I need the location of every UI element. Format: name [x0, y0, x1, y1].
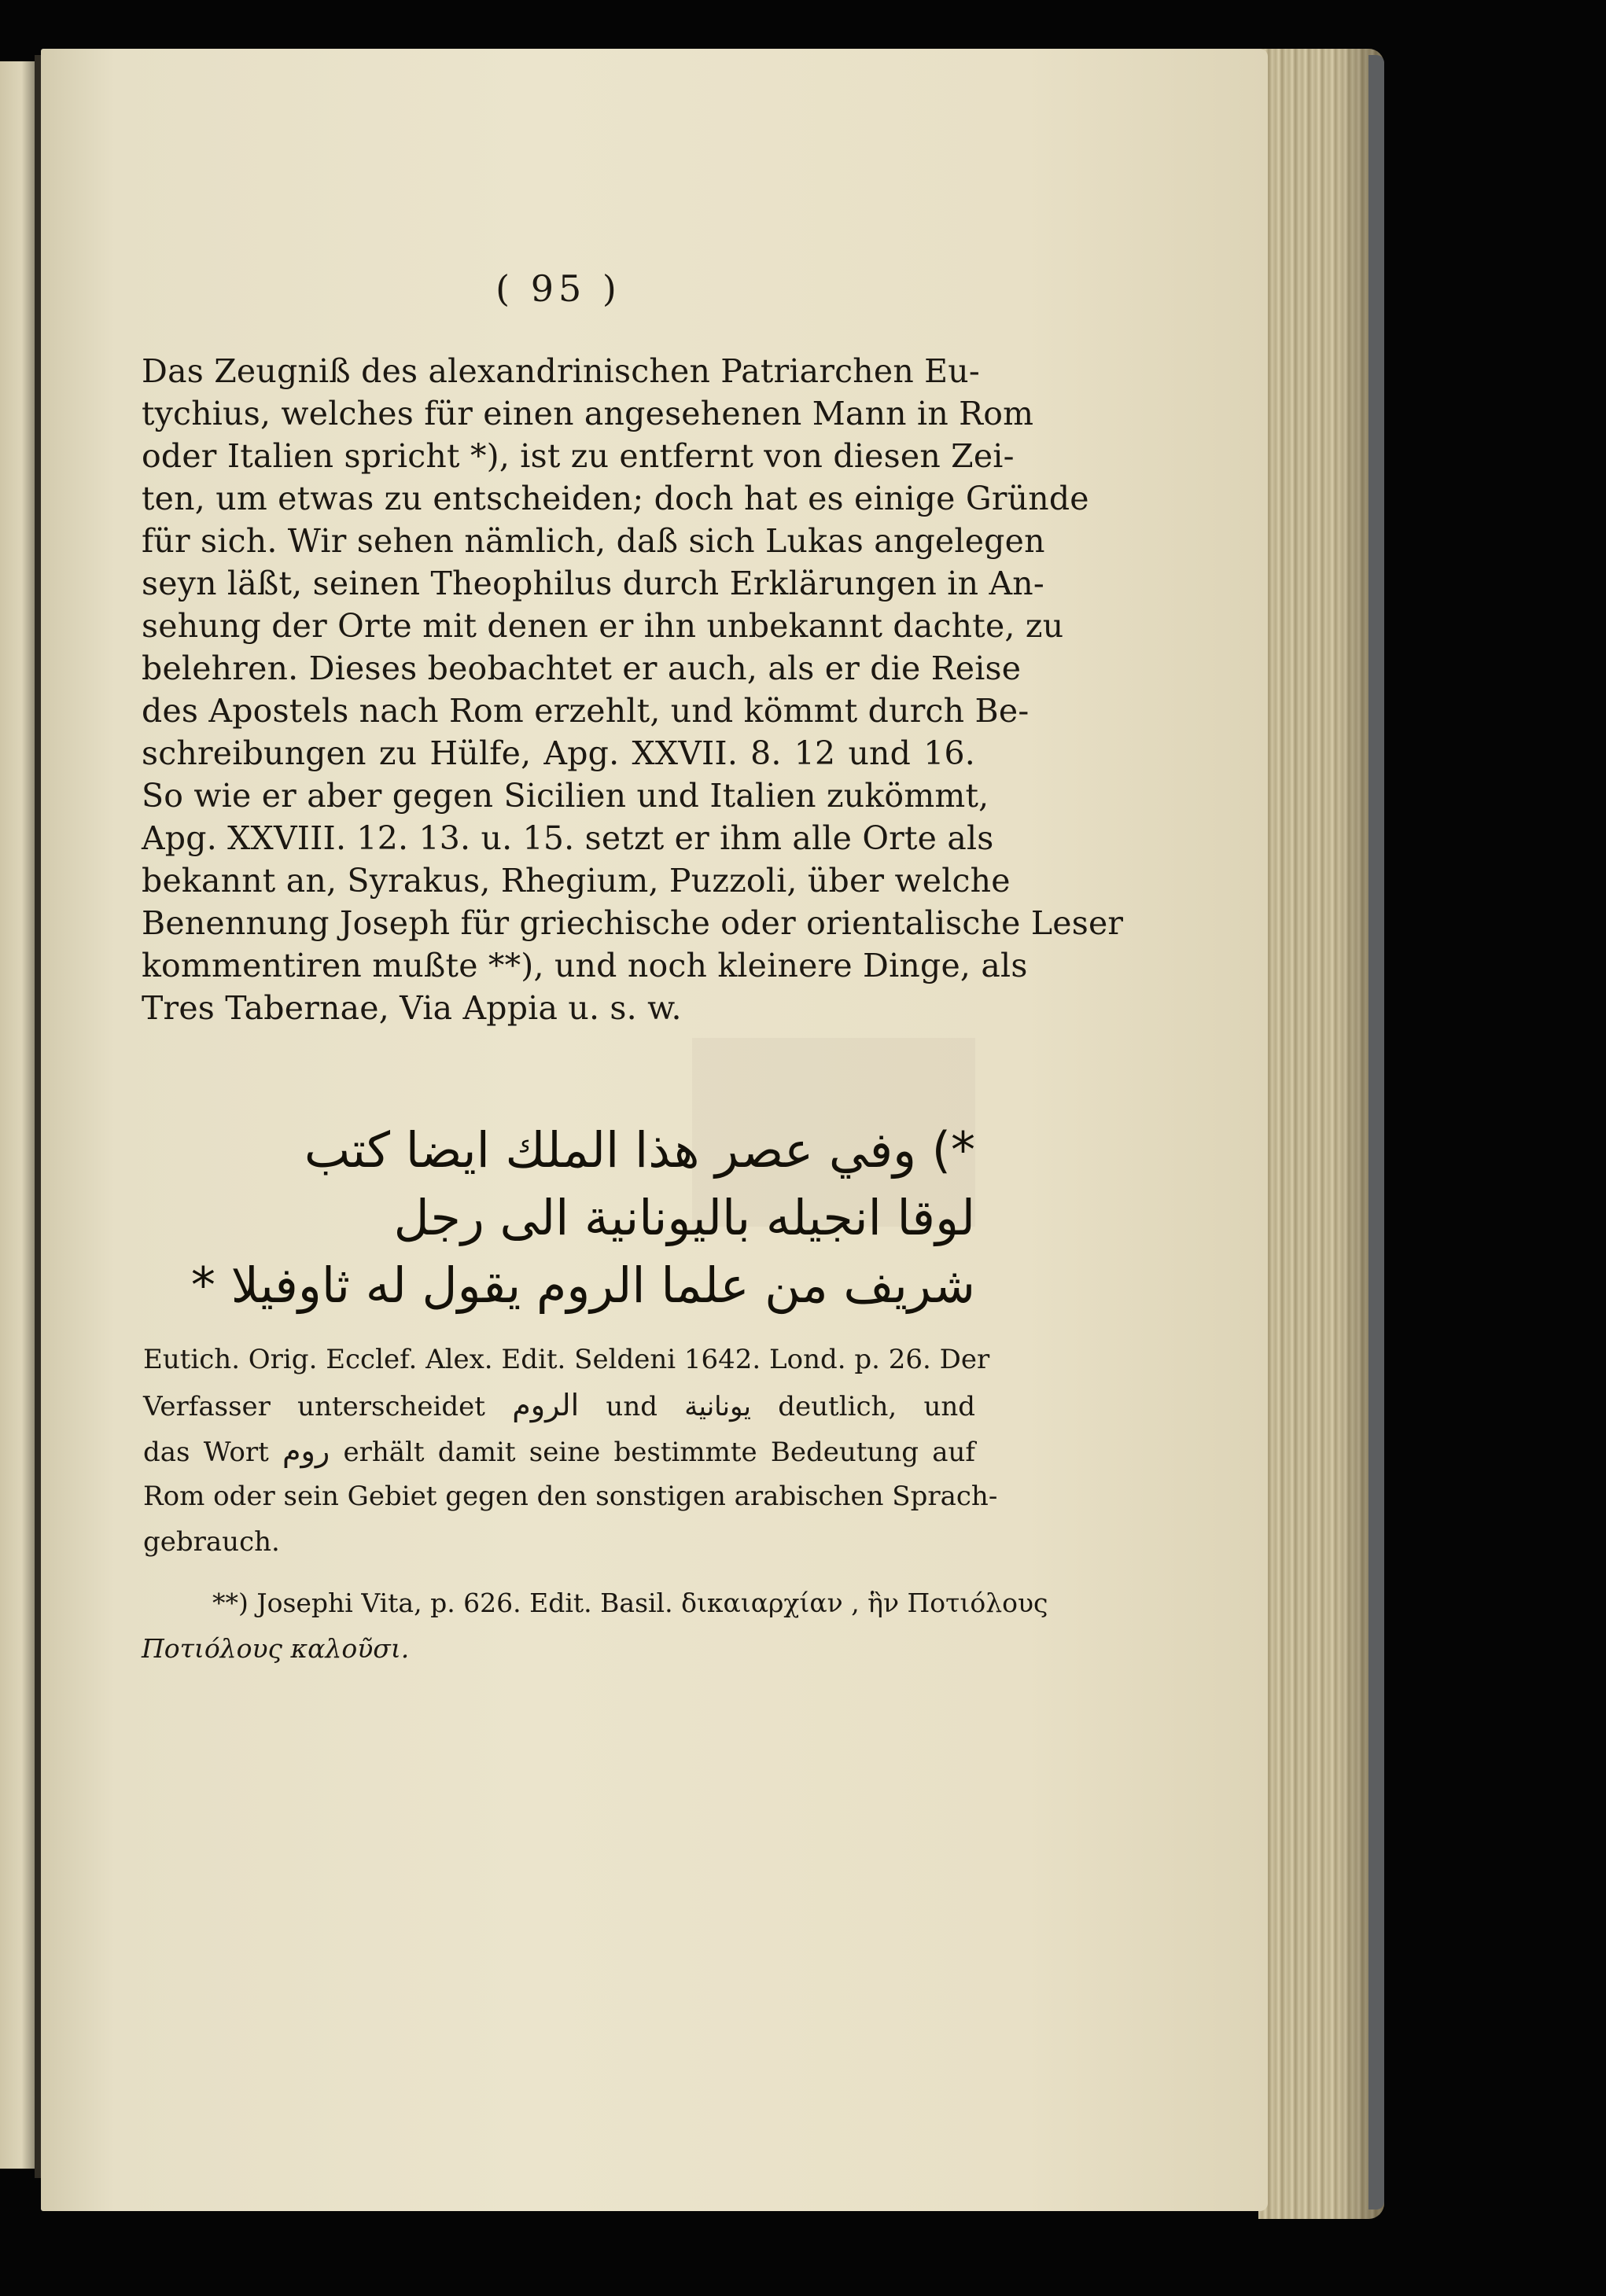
- body-line: Tres Tabernae, Via Appia u. s. w.: [142, 989, 682, 1027]
- footnote-text: und يونانية deutlich, und: [606, 1391, 976, 1422]
- footnote-line: Ποτιόλους καλοῦσι.: [142, 1633, 410, 1664]
- footnote-text: Rom oder sein Gebiet gegen den sonstigen arabischen Sprach-: [143, 1481, 998, 1512]
- arabic-line: *) وفي عصر هذا الملك ايضا كتب: [304, 1121, 975, 1179]
- arabic-footnote-quote: [157, 1117, 975, 1319]
- body-line: tychius, welches für einen angesehenen Mann in Rom: [142, 395, 1034, 432]
- footnote-one: [143, 1337, 998, 1565]
- arabic-line: لوقا انجيله باليونانية الى رجل: [393, 1189, 975, 1246]
- body-line: Benennung Joseph für griechische oder orientalische Leser: [142, 904, 1124, 942]
- body-line: sehung der Orte mit denen er ihn unbekannt dachte, zu: [142, 607, 1064, 645]
- body-line: ten, um etwas zu entscheiden; doch hat es einige Gründe: [142, 480, 1089, 517]
- body-line: So wie er aber gegen Sicilien und Italien zukömmt,: [142, 777, 989, 815]
- footnote-line: [143, 1337, 990, 1382]
- footnote-two: [142, 1580, 1048, 1672]
- footnote-text: erhält damit seine bestimmte Bedeutung auf: [343, 1437, 975, 1468]
- footnote-text: das Wort: [143, 1437, 269, 1468]
- footnote-line: [143, 1428, 975, 1474]
- body-line: des Apostels nach Rom erzehlt, und kömmt durch Be-: [142, 692, 1030, 730]
- footnote-line: [143, 1519, 975, 1565]
- body-line: belehren. Dieses beobachtet er auch, als er die Reise: [142, 649, 1022, 687]
- arabic-word: روم: [282, 1433, 330, 1468]
- body-line: für sich. Wir sehen nämlich, daß sich Lukas angelegen: [142, 522, 1045, 560]
- body-line: schreibungen zu Hülfe, Apg. XXVII. 8. 12 und 16.: [142, 734, 975, 772]
- body-line: Das Zeugniß des alexandrinischen Patriarchen Eu-: [142, 352, 980, 390]
- footnote-text: Verfasser unterscheidet: [143, 1391, 485, 1422]
- previous-page-edge: [0, 61, 39, 2169]
- body-line: bekannt an, Syrakus, Rhegium, Puzzoli, über welche: [142, 862, 1011, 900]
- body-line: kommentiren mußte **), und noch kleinere Dinge, als: [142, 947, 1028, 984]
- body-line: seyn läßt, seinen Theophilus durch Erklärungen in An-: [142, 565, 1044, 602]
- footnote-line: **) Josephi Vita, p. 626. Edit. Basil. δικαιαρχίαν , ἣν Ποτιόλους: [212, 1588, 1048, 1618]
- page-number: ( 95 ): [495, 267, 621, 310]
- arabic-word: الروم: [512, 1388, 580, 1422]
- arabic-line: شريف من علما الروم يقول له ثاوفيلا *: [190, 1257, 975, 1314]
- cover-board: [1368, 55, 1384, 2210]
- footnote-line: [143, 1382, 975, 1428]
- body-line: oder Italien spricht *), ist zu entfernt von diesen Zei-: [142, 437, 1015, 475]
- footnote-text: gebrauch.: [143, 1526, 280, 1558]
- footnote-text: Eutich. Orig. Ecclef. Alex. Edit. Seldeni 1642. Lond. p. 26. Der: [143, 1344, 990, 1375]
- body-paragraph: [142, 350, 1124, 1029]
- footnote-line: [143, 1474, 998, 1519]
- body-line: Apg. XXVIII. 12. 13. u. 15. setzt er ihm alle Orte als: [142, 819, 994, 857]
